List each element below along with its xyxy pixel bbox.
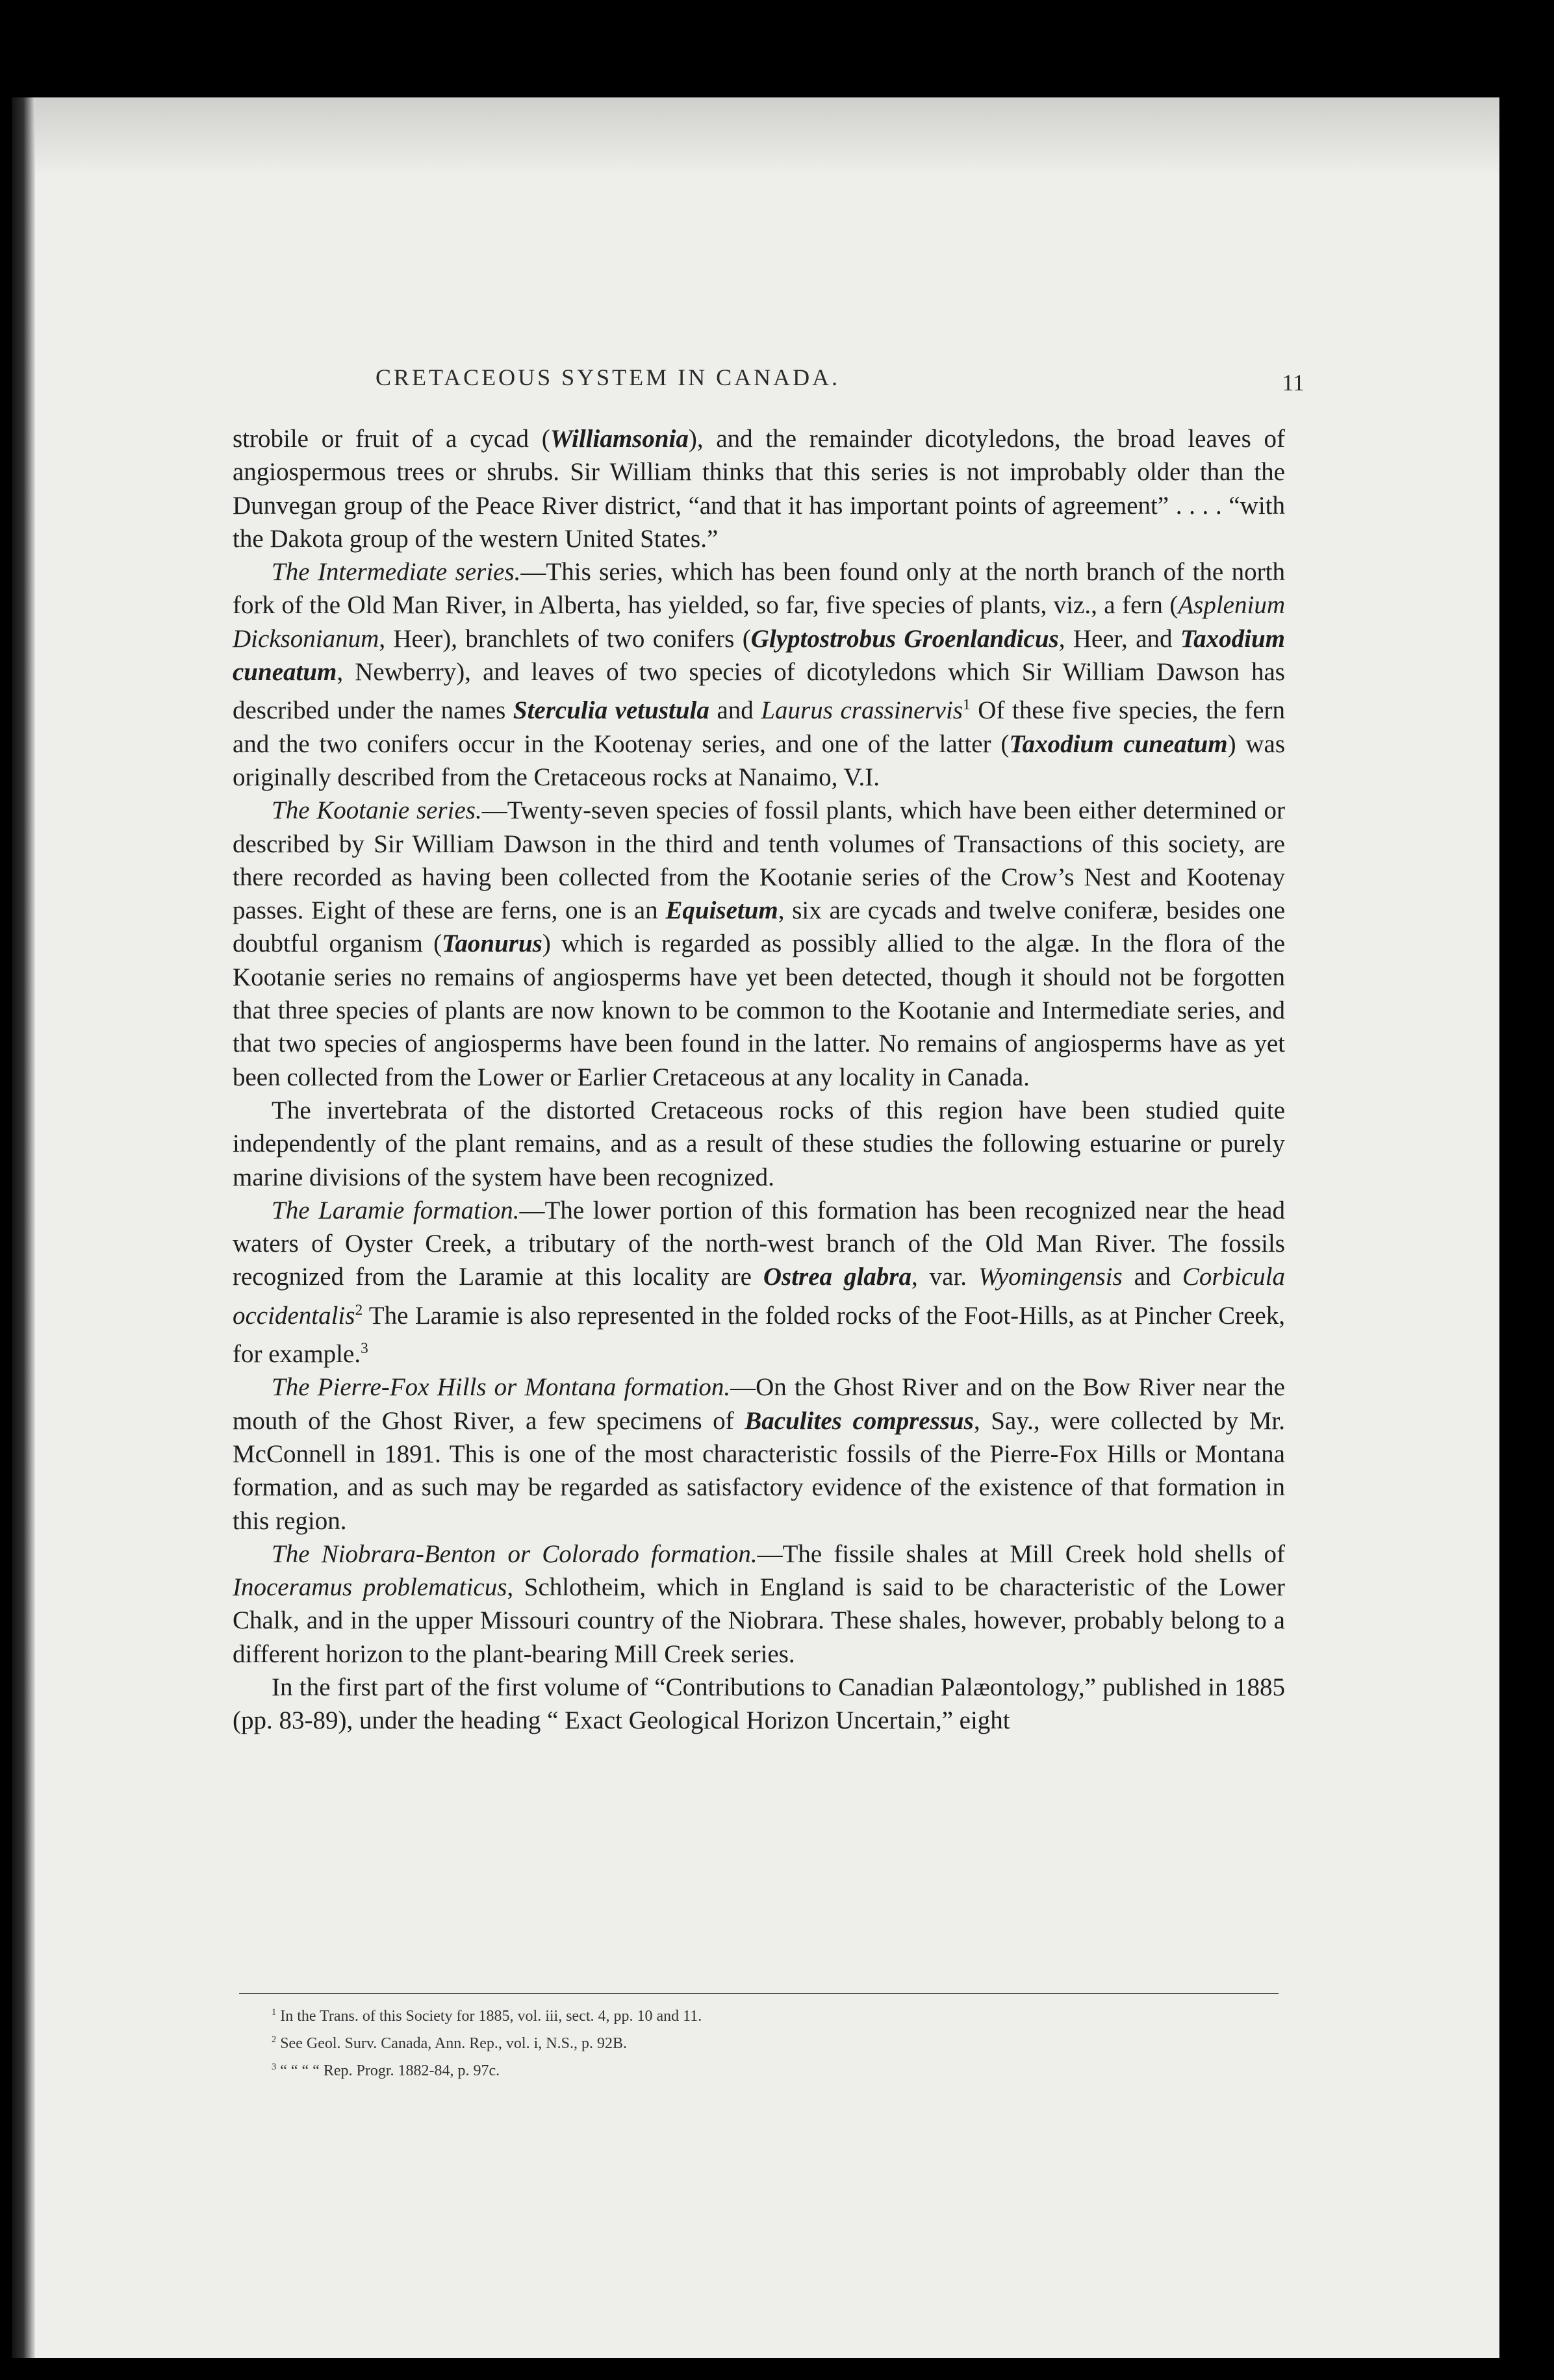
taxon-name: Glyptostrobus Groenlandicus (750, 624, 1059, 653)
text-run: The Laramie is also represented in the folded rocks of the Foot-Hills, as at Pincher Creek, for example. (233, 1301, 1285, 1369)
text-run: , var. (911, 1263, 978, 1291)
taxon-name: Taonurus (442, 930, 542, 958)
footnote-ref: 3 (361, 1340, 368, 1358)
footnote-text: “ “ “ “ Rep. Progr. 1882-84, p. 97c. (280, 2062, 500, 2079)
taxon-name: Asplenium Dicksonianum (233, 591, 1285, 653)
paragraph-laramie-formation (233, 1194, 1285, 1371)
section-heading: The Kootanie series. (272, 796, 482, 825)
footnote-text: In the Trans. of this Society for 1885, vol. iii, sect. 4, pp. 10 and 11. (280, 2008, 702, 2025)
text-run: ) which is regarded as possibly allied to the algæ. In the flora of the Kootanie series no remains of angiosperms have yet been detected, though it should not be forgotten that three species of plants are now known to be common to the Kootanie and Intermediate series, and that two species of angiosperms have been found in the latter. No remains of angiosperms have as yet been collected from the Lower or Earlier Cretaceous at any locality in Canada. (233, 930, 1285, 1091)
taxon-name: Taxodium cuneatum (1009, 729, 1228, 758)
taxon-name: Ostrea glabra (763, 1263, 911, 1291)
taxon-name: Corbicula occidentalis (233, 1263, 1286, 1330)
page-top-shadow (12, 97, 1499, 175)
paragraph-1 (233, 422, 1285, 555)
taxon-name: Equisetum (665, 896, 778, 925)
footnote-mark: 1 (272, 2007, 277, 2018)
text-run: , Say., were collected by Mr. McConnell in 1891. This is one of the most characteristic fossils of the Pierre-Fox Hills or Montana formation, and as such may be regarded as satisfactory evidence of the existence of that formation in this region. (233, 1406, 1286, 1535)
footnote-mark: 2 (272, 2034, 277, 2045)
text-run: —Twenty-seven species of fossil plants, which have been either determined or described by Sir William Dawson in the third and tenth volumes of Transactions of this society, are there recorded as having been collected from the Kootanie series of the Crow’s Nest and Kootenay passes. Eight of these are ferns, one is an (233, 796, 1285, 925)
text-run: —The fissile shales at Mill Creek hold shells of (757, 1539, 1285, 1568)
body-text (233, 422, 1285, 1738)
section-heading: The Laramie formation. (272, 1196, 520, 1224)
text-run: , six are cycads and twelve coniferæ, besides one doubtful organism ( (233, 896, 1286, 958)
text-run: ) was originally described from the Cretaceous rocks at Nanaimo, V.I. (233, 729, 1285, 791)
text-run: ), and the remainder dicotyledons, the broad leaves of angiospermous trees or shrubs. Sir William thinks that this series is not improbably older than the Dunvegan group of the Peace River district, “and that it has important points of agreement” . . . . “with the Dakota group of the western United States.” (233, 425, 1285, 553)
section-heading: The Niobrara-Benton or Colorado formation. (272, 1539, 758, 1568)
taxon-name: Williamsonia (550, 425, 689, 453)
paragraph-invertebrata (233, 1094, 1285, 1194)
paragraph-contributions (233, 1671, 1285, 1738)
footnote-ref: 2 (355, 1301, 363, 1319)
page-header (376, 364, 1305, 403)
taxon-name: Sterculia vetustula (513, 696, 709, 725)
text-run: —The lower portion of this formation has been recognized near the head waters of Oyster Creek, a tributary of the north-west branch of the Old Man River. The fossils recognized from the Laramie at this locality are (233, 1196, 1285, 1291)
footnote-ref: 1 (963, 696, 971, 714)
section-heading: The Intermediate series. (272, 558, 521, 587)
scanned-page (12, 97, 1499, 2358)
text-run: —This series, which has been found only at the north branch of the north fork of the Old Man River, in Alberta, has yielded, so far, five species of plants, viz., a fern ( (233, 558, 1285, 620)
paragraph-montana-formation (233, 1371, 1285, 1537)
text-run: , Schlotheim, which in England is said to be characteristic of the Lower Chalk, and in the upper Missouri country of the Niobrara. These shales, however, probably belong to a different horizon to the plant-bearing Mill Creek series. (233, 1573, 1285, 1668)
taxon-name: Inoceramus problematicus (233, 1573, 507, 1602)
taxon-name: Wyomingensis (978, 1263, 1123, 1291)
footnotes (272, 2001, 1181, 2082)
text-run: Of these five species, the fern and the two conifers occur in the Kootenay series, and one of the latter ( (233, 696, 1285, 758)
text-run: , Heer), branchlets of two conifers ( (379, 624, 751, 653)
page-binding-edge (12, 97, 35, 2358)
text-run: In the first part of the first volume of “Contributions to Canadian Palæontology,” published in 1885 (pp. 83-89), under the heading “ Exact Geological Horizon Uncertain,” eight (233, 1673, 1285, 1735)
footnote-text: See Geol. Surv. Canada, Ann. Rep., vol. i, N.S., p. 92B. (280, 2035, 627, 2052)
text-run: and (1122, 1263, 1182, 1291)
footnote-1 (272, 2001, 1181, 2028)
footnote-divider (239, 1993, 1279, 1994)
text-run: strobile or fruit of a cycad ( (233, 425, 550, 453)
text-run: , Heer, and (1058, 624, 1180, 653)
page-number: 11 (1282, 370, 1305, 396)
text-run: , Newberry), and leaves of two species of dicotyledons which Sir William Dawson has described under the names (233, 658, 1285, 725)
paragraph-colorado-formation (233, 1538, 1285, 1671)
footnote-3 (272, 2055, 1181, 2082)
text-run: —On the Ghost River and on the Bow River near the mouth of the Ghost River, a few specimens of (233, 1373, 1285, 1435)
taxon-name: Taxodium cuneatum (233, 624, 1285, 687)
text-run: The invertebrata of the distorted Cretaceous rocks of this region have been studied quite independently of the plant remains, and as a result of these studies the following estuarine or purely marine divisions of the system have been recognized. (233, 1096, 1285, 1191)
section-heading: The Pierre-Fox Hills or Montana formation. (272, 1373, 731, 1402)
paragraph-intermediate-series (233, 555, 1285, 794)
footnote-mark: 3 (272, 2062, 277, 2072)
footnote-2 (272, 2028, 1181, 2055)
paragraph-kootanie-series (233, 794, 1285, 1094)
running-title: CRETACEOUS SYSTEM IN CANADA. (376, 364, 841, 390)
taxon-name: Baculites compressus (745, 1406, 974, 1435)
taxon-name: Laurus crassinervis (761, 696, 963, 725)
text-run: and (709, 696, 761, 725)
